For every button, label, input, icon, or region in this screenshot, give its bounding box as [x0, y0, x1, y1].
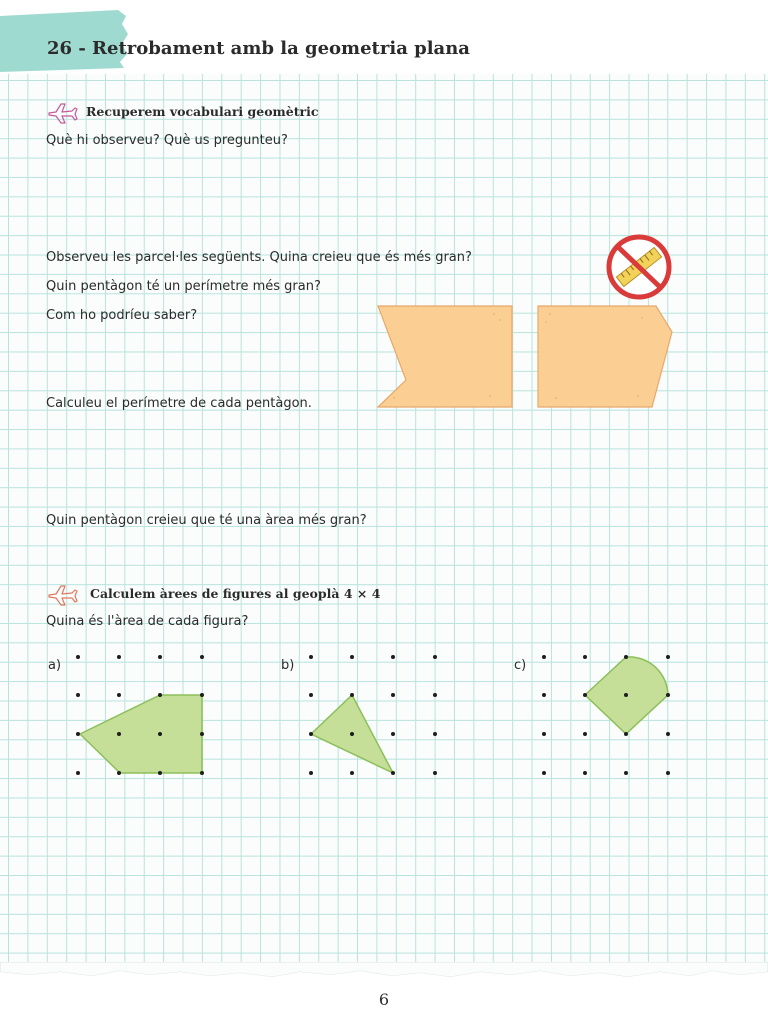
no-ruler-icon — [603, 233, 675, 305]
parcels-question-perimeter: Quin pentàgon té un perímetre més gran? — [46, 279, 321, 294]
pentagon-right — [538, 306, 672, 407]
pentagon-left — [378, 306, 512, 407]
figure-a — [80, 695, 202, 773]
question-observe: Què hi observeu? Què us pregunteu? — [46, 133, 288, 148]
section-heading-areas: Calculem àrees de figures al geoplà 4 × 4 — [90, 586, 381, 601]
section-heading-vocabulary: Recuperem vocabulari geomètric — [86, 104, 319, 119]
geoboard-label-b: b) — [281, 658, 295, 673]
geoboard-b — [303, 648, 453, 788]
question-area-each: Quina és l'àrea de cada figura? — [46, 614, 249, 629]
pentagon-parcels — [370, 300, 680, 415]
airplane-icon — [46, 100, 78, 124]
parcels-question-how: Com ho podríeu saber? — [46, 308, 198, 323]
geoboard-a — [70, 648, 220, 788]
geoboard-c — [536, 648, 686, 788]
geoboard-label-c: c) — [514, 658, 527, 673]
page-number: 6 — [378, 990, 390, 1009]
airplane-icon — [46, 582, 78, 606]
parcels-instruction-calc: Calculeu el perímetre de cada pentàgon. — [46, 396, 312, 411]
torn-paper-edge — [0, 962, 768, 986]
page-title: 26 - Retrobament amb la geometria plana — [47, 38, 470, 59]
parcels-question-area: Quin pentàgon creieu que té una àrea més gran? — [46, 513, 367, 528]
geoboard-label-a: a) — [48, 658, 62, 673]
parcels-question-bigger: Observeu les parcel·les següents. Quina creieu que és més gran? — [46, 250, 472, 265]
